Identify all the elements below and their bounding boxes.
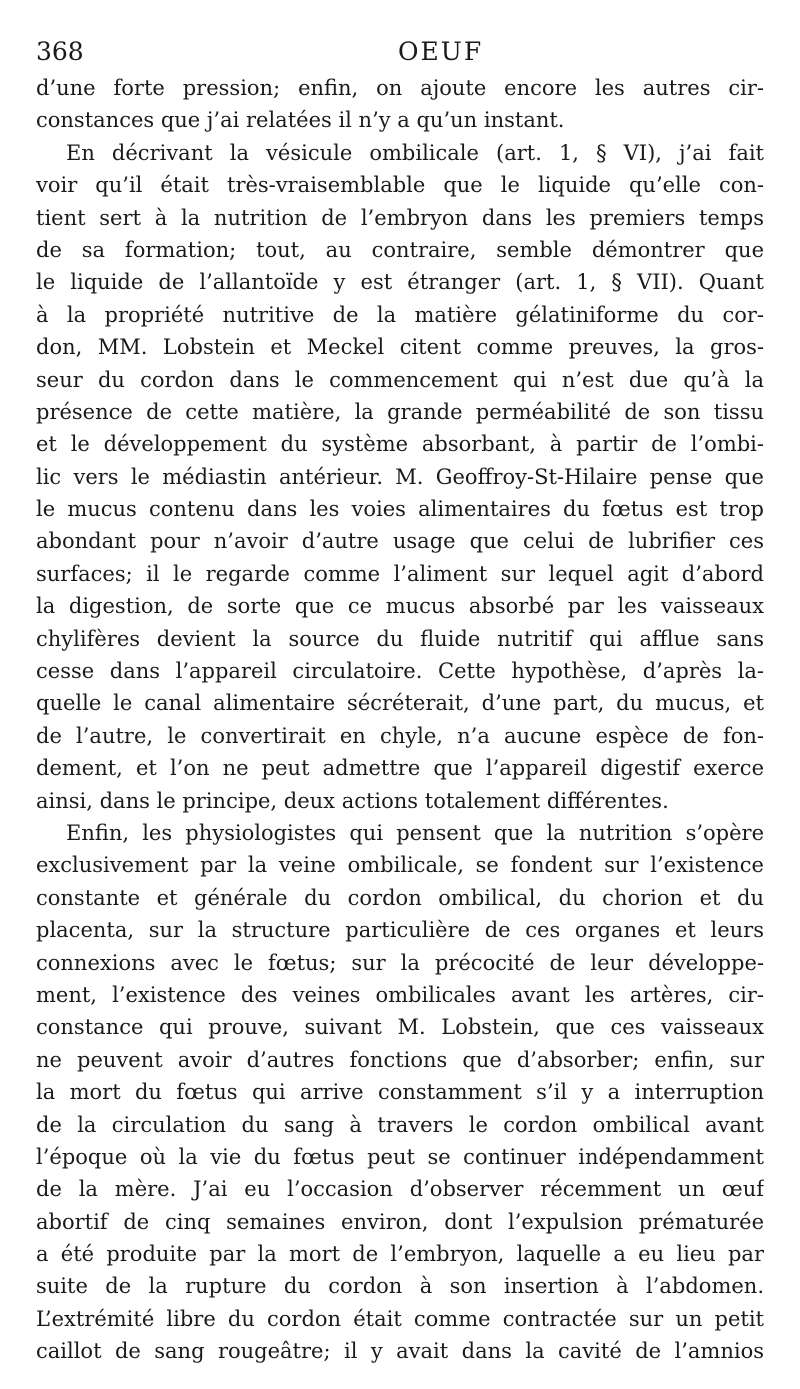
text-line: l’époque où la vie du fœtus peut se continuer indépendamment — [36, 1144, 764, 1169]
text-line: lic vers le médiastin antérieur. M. Geoffroy-St-Hilaire pense que — [36, 464, 764, 489]
text-line: ment, l’existence des veines ombilicales avant les artères, cir- — [36, 982, 764, 1007]
text-line: de sa formation; tout, au contraire, semble démontrer que — [36, 237, 764, 262]
text-line: quelle le canal alimentaire sécréterait, d’une part, du mucus, et — [36, 691, 764, 716]
text-line: seur du cordon dans le commencement qui n’est due qu’à la — [36, 367, 764, 392]
text-line: la mort du fœtus qui arrive constamment s’il y a interruption — [36, 1080, 764, 1105]
paragraph — [36, 72, 764, 137]
text-line: de la circulation du sang à travers le cordon ombilical avant — [36, 1112, 764, 1137]
text-line: suite de la rupture du cordon à son insertion à l’abdomen. — [36, 1274, 764, 1299]
text-line: d’une forte pression; enfin, on ajoute encore les autres cir- — [36, 76, 764, 100]
text-line: abondant pour n’avoir d’autre usage que celui de lubrifier ces — [36, 529, 764, 554]
text-line: caillot de sang rougeâtre; il y avait dans la cavité de l’amnios — [36, 1339, 764, 1364]
text-line: cesse dans l’appareil circulatoire. Cette hypothèse, d’après la- — [36, 659, 764, 684]
paragraph — [36, 137, 764, 817]
page-header — [36, 34, 764, 70]
text-line: exclusivement par la veine ombilicale, se fondent sur l’existence — [36, 853, 764, 878]
body-text — [36, 72, 764, 1368]
text-line: et le développement du système absorbant, à partir de l’ombi- — [36, 432, 764, 457]
page-number: 368 — [36, 37, 84, 66]
text-line: constances que j’ai relatées il n’y a qu’un instant. — [36, 108, 565, 133]
text-line: connexions avec le fœtus; sur la précocité de leur développe- — [36, 950, 764, 975]
text-line: le mucus contenu dans les voies alimentaires du fœtus est trop — [36, 497, 764, 522]
text-line: tient sert à la nutrition de l’embryon dans les premiers temps — [36, 205, 764, 230]
text-line: don, MM. Lobstein et Meckel citent comme preuves, la gros- — [36, 335, 764, 360]
text-line: ainsi, dans le principe, deux actions totalement différentes. — [36, 788, 669, 813]
text-line: a été produite par la mort de l’embryon, laquelle a eu lieu par — [36, 1242, 764, 1267]
text-line: surfaces; il le regarde comme l’aliment sur lequel agit d’abord — [36, 561, 764, 586]
text-line: de l’autre, le convertirait en chyle, n’a aucune espèce de fon- — [36, 723, 764, 748]
text-line: ne peuvent avoir d’autres fonctions que d’absorber; enfin, sur — [36, 1047, 764, 1072]
text-line: à la propriété nutritive de la matière gélatiniforme du cor- — [36, 302, 764, 327]
text-line: placenta, sur la structure particulière de ces organes et leurs — [36, 918, 764, 943]
text-line: constance qui prouve, suivant M. Lobstein, que ces vaisseaux — [36, 1015, 764, 1040]
text-line: la digestion, de sorte que ce mucus absorbé par les vaisseaux — [36, 594, 764, 619]
text-line: le liquide de l’allantoïde y est étranger (art. 1, § VII). Quant — [36, 270, 764, 295]
text-line: chylifères devient la source du fluide nutritif qui afflue sans — [36, 626, 764, 651]
text-line: dement, et l’on ne peut admettre que l’appareil digestif exerce — [36, 756, 764, 781]
text-line: Enfin, les physiologistes qui pensent que la nutrition s’opère — [66, 820, 764, 845]
text-line: En décrivant la vésicule ombilicale (art. 1, § VI), j’ai fait — [66, 140, 764, 165]
text-line: abortif de cinq semaines environ, dont l’expulsion prématurée — [36, 1209, 764, 1234]
paragraph — [36, 817, 764, 1368]
text-line: voir qu’il était très-vraisemblable que le liquide qu’elle con- — [36, 173, 764, 198]
text-line: de la mère. J’ai eu l’occasion d’observer récemment un œuf — [36, 1177, 764, 1202]
text-line: L’extrémité libre du cordon était comme contractée sur un petit — [36, 1306, 764, 1331]
running-head: OEUF — [398, 37, 484, 66]
text-line: présence de cette matière, la grande perméabilité de son tissu — [36, 399, 764, 424]
text-line: constante et générale du cordon ombilical, du chorion et du — [36, 885, 764, 910]
